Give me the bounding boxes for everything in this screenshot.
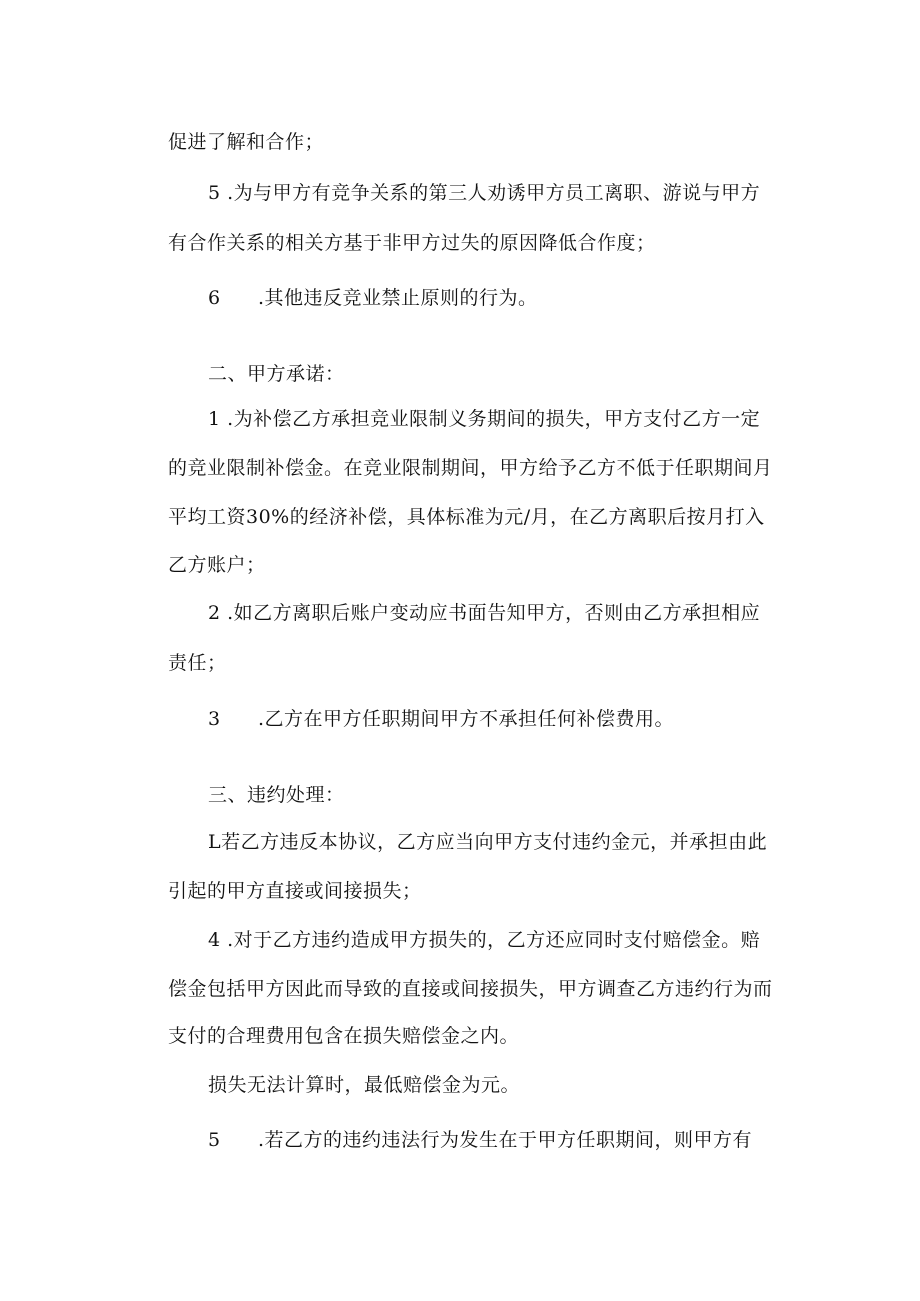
text-line: 促进了解和合作； <box>168 131 325 153</box>
text-line: 支付的合理费用包含在损失赔偿金之内。 <box>168 1025 520 1047</box>
item-number: 3 <box>208 708 221 730</box>
text-line: 责任； <box>168 652 227 674</box>
item-number: 5 <box>208 1129 221 1151</box>
text-line: 4 .对于乙方违约造成甲方损失的，乙方还应同时支付赔偿金。赔 <box>208 929 761 951</box>
text-line: 平均工资30%的经济补偿，具体标准为元/月，在乙方离职后按月打入 <box>168 506 765 528</box>
item-number: 6 <box>208 287 221 309</box>
text-line: L若乙方违反本协议，乙方应当向甲方支付违约金元，并承担由此 <box>208 831 768 853</box>
section-heading: 二、甲方承诺： <box>208 363 345 385</box>
text-line: 引起的甲方直接或间接损失； <box>168 880 422 902</box>
text-line: 1 .为补偿乙方承担竞业限制义务期间的损失，甲方支付乙方一定 <box>208 408 761 430</box>
text-line: .乙方在甲方任职期间甲方不承担任何补偿费用。 <box>258 708 675 730</box>
text-line: .若乙方的违约违法行为发生在于甲方任职期间，则甲方有 <box>258 1129 753 1151</box>
text-line: 的竞业限制补偿金。在竞业限制期间，甲方给予乙方不低于任职期间月 <box>168 457 773 479</box>
section-heading: 三、违约处理： <box>208 784 345 806</box>
text-line: .其他违反竞业禁止原则的行为。 <box>258 287 538 309</box>
text-line: 损失无法计算时，最低赔偿金为元。 <box>208 1074 521 1096</box>
text-line: 乙方账户； <box>168 554 266 576</box>
text-line: 偿金包括甲方因此而导致的直接或间接损失，甲方调查乙方违约行为而 <box>168 978 773 1000</box>
text-line: 有合作关系的相关方基于非甲方过失的原因降低合作度； <box>168 232 656 254</box>
text-line: 2 .如乙方离职后账户变动应书面告知甲方，否则由乙方承担相应 <box>208 602 761 624</box>
text-line: 5 .为与甲方有竞争关系的第三人劝诱甲方员工离职、游说与甲方 <box>208 182 761 204</box>
